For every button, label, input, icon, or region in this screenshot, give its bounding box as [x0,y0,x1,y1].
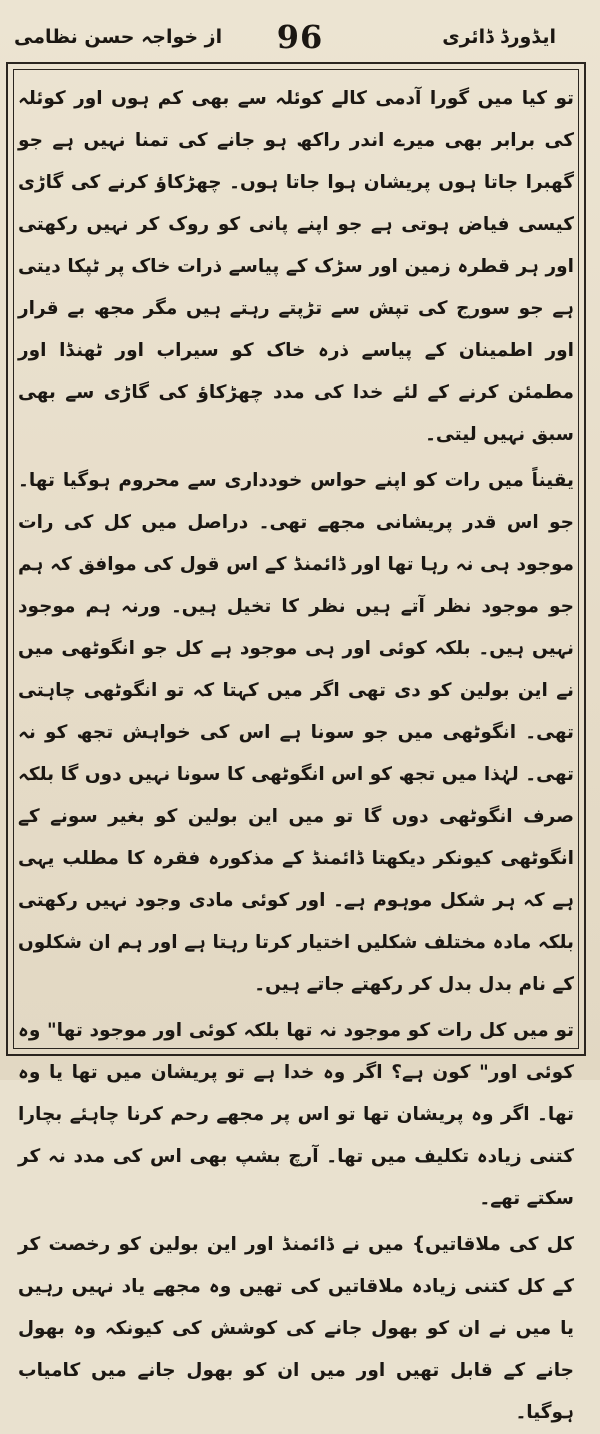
running-title-right: ایڈورڈ ڈائری [442,26,556,48]
page-header [10,18,590,62]
body-text [18,78,574,1434]
paragraph-4: کل کی ملاقاتیں} میں نے ڈائمنڈ اور این بولین کو رخصت کر کے کل کتنی زیادہ ملاقاتیں کی تھیں وہ مجھے یاد نہیں رہیں یا میں نے ان کو بھول جانے کی کوشش کی کیونکہ وہ بھول جانے کے قابل تھیں اور میں ان کو بھول جانے میں کامیاب ہوگیا۔ [18,1234,574,1423]
paragraph-3: تو میں کل رات کو موجود نہ تھا بلکہ کوئی اور موجود تھا" وہ کوئی اور" کون ہے؟ اگر وہ خدا ہے تو پریشان میں تھا یا وہ تھا۔ اگر وہ پریشان تھا تو اس پر مجھے رحم کرنا چاہئے بچارا کتنی زیادہ تکلیف میں تھا۔ آرچ بشپ بھی اس کی مدد نہ کر سکتے تھے۔ [18,1020,574,1209]
page-number: 96 [276,18,324,56]
running-title-left: از خواجہ حسن نظامی [14,26,223,48]
paragraph-2: یقیناً میں رات کو اپنے حواس خودداری سے محروم ہوگیا تھا۔ جو اس قدر پریشانی مجھے تھی۔ دراصل میں کل کی رات موجود ہی نہ رہا تھا اور ڈائمنڈ کے اس قول کی موافق کہ ہم جو موجود نظر آتے ہیں نظر کا تخیل ہیں۔ ورنہ ہم موجود نہیں ہیں۔ بلکہ کوئی اور ہی موجود ہے کل جو انگوٹھی میں نے این بولین کو دی تھی اگر میں کہتا کہ تو انگوٹھی چاہتی تھی۔ انگوٹھی میں جو سونا ہے اس کی خواہش تجھ کو نہ تھی۔ لہٰذا میں تجھ کو اس انگوٹھی کا سونا نہیں دوں گا بلکہ صرف انگوٹھی دوں گا تو میں این بولین کو بغیر سونے کے انگوٹھی کیونکر دیکھتا ڈائمنڈ کے مذکورہ فقرہ کا مطلب یہی ہے کہ ہر شکل موہوم ہے۔ اور کوئی مادی وجود نہیں رکھتی بلکہ مادہ مختلف شکلیں اختیار کرتا رہتا ہے اور ہم ان شکلوں کے نام بدل بدل کر رکھتے جاتے ہیں۔ [18,470,574,995]
text-frame [6,62,586,1423]
paragraph-1: تو کیا میں گورا آدمی کالے کوئلہ سے بھی کم ہوں اور کوئلہ کی برابر بھی میرے اندر راکھ ہو جانے کی تمنا نہیں ہے جو گھبرا جاتا ہوں پریشان ہوا جاتا ہوں۔ چھڑکاؤ کرنے کی گاڑی کیسی فیاض ہوتی ہے جو اپنے پانی کو روک کر نہیں رکھتی اور ہر قطرہ زمین اور سڑک کے پیاسے ذرات خاک پر ٹپکا دیتی ہے جو سورج کی تپش سے تڑپتے رہتے ہیں مگر مجھ بے قرار اور اطمینان کے پیاسے ذرہ خاک کو سیراب اور ٹھنڈا اور مطمئن کرنے کے لئے خدا کی مدد چھڑکاؤ کی گاڑی سے بھی سبق نہیں لیتی۔ [18,88,574,445]
